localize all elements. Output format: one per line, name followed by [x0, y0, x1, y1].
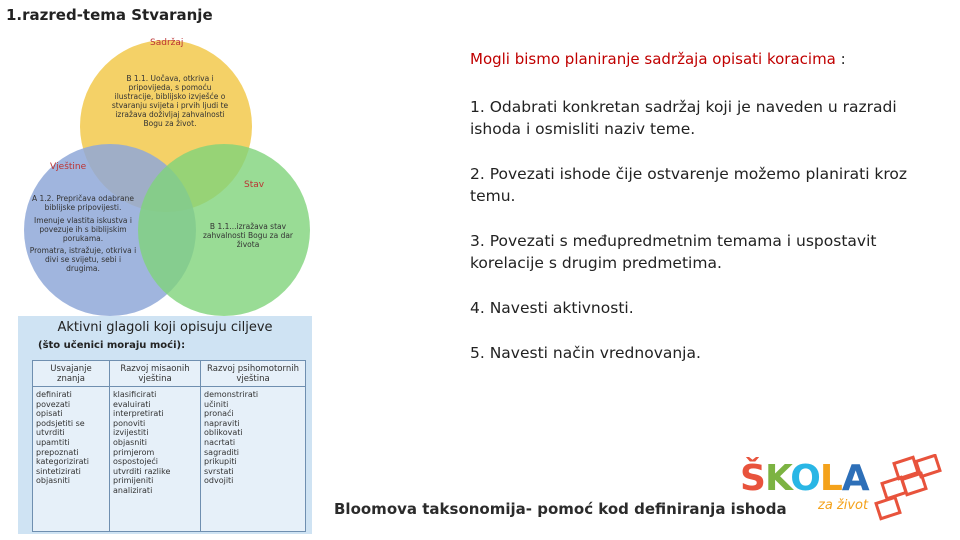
verb-item: svrstati [204, 466, 234, 476]
verb-item: podsjetiti se [36, 418, 85, 428]
verb-item: objasniti [113, 437, 147, 447]
verb-item: opisati [36, 409, 63, 419]
verb-item: definirati [36, 390, 72, 399]
logo-subtitle: za život [818, 498, 869, 513]
verb-item: ponoviti [113, 418, 146, 428]
logo-letter: Š [740, 458, 765, 499]
logo-letter: O [790, 458, 820, 499]
verb-item: evaluirati [113, 399, 151, 409]
venn-label-skills: Vještine [50, 162, 87, 172]
step-item: 1. Odabrati konkretan sadržaj koji je naveden u razradi ishoda i osmisliti naziv teme. [470, 98, 897, 138]
verb-item: prikupiti [204, 457, 237, 467]
verb-item: napraviti [204, 418, 240, 428]
verb-item: upamtiti [36, 437, 70, 447]
step-item: 2. Povezati ishode čije ostvarenje možemo planirati kroz temu. [470, 165, 908, 205]
venn-text-content: B 1.1. Uočava, otkriva i pripovijeda, s pomoću ilustracije, biblijsko izvješće o stvaranju svijeta i prvih ljudi te izražava doživljaj zahvalnosti Bogu za život. [111, 74, 229, 128]
verbs-column-header: Razvoj misaonih vještina [110, 361, 200, 387]
verbs-table [32, 360, 306, 532]
venn-text-attitude: B 1.1...izražava stav zahvalnosti Bogu za dar života [202, 222, 294, 249]
verb-item: prepoznati [36, 447, 79, 457]
steps-heading-text: Mogli bismo planiranje sadržaja opisati koracima [470, 50, 836, 68]
verbs-column [201, 361, 305, 531]
verb-item: ospostojeći [113, 457, 158, 467]
hopscotch-icon [856, 454, 946, 526]
verb-item: primjerom [113, 447, 155, 457]
verbs-column [33, 361, 110, 531]
verb-item: utvrditi razlike [113, 466, 171, 476]
slide-title: 1.razred-tema Stvaranje [6, 6, 213, 24]
verb-item: demonstrirati [204, 390, 259, 399]
logo-letter: L [819, 458, 842, 499]
verbs-column-list [33, 387, 109, 489]
step-item: 3. Povezati s međupredmetnim temama i uspostavit korelacije s drugim predmetima. [470, 232, 877, 272]
venn-label-attitude: Stav [244, 180, 265, 190]
verbs-column-list [110, 387, 200, 499]
step-item: 4. Navesti aktivnosti. [470, 299, 634, 317]
venn-text-skills-1: A 1.2. Prepričava odabrane biblijske pripovijesti. [32, 194, 134, 212]
venn-diagram [14, 34, 314, 324]
venn-label-content: Sadržaj [150, 38, 184, 48]
verb-item: odvojiti [204, 476, 234, 486]
verb-item: analizirati [113, 485, 153, 495]
steps-list [470, 96, 910, 387]
verb-item: izvijestiti [113, 428, 149, 438]
verb-item: sagraditi [204, 447, 239, 457]
verb-item: interpretirati [113, 409, 164, 419]
logo-letter: A [841, 458, 869, 499]
verb-item: utvrditi [36, 428, 65, 438]
verb-item: nacrtati [204, 437, 236, 447]
skola-logo-letters [740, 458, 869, 499]
verb-item: primijeniti [113, 476, 154, 486]
venn-text-skills-3: Promatra, istražuje, otkriva i divi se svijetu, sebi i drugima. [29, 246, 137, 273]
step-item: 5. Navesti način vrednovanja. [470, 344, 701, 362]
verb-item: klasificirati [113, 390, 157, 399]
verb-item: povezati [36, 399, 71, 409]
verb-item: sintetizirati [36, 466, 81, 476]
steps-heading [470, 50, 846, 68]
bloom-caption: Bloomova taksonomija- pomoć kod definiranja ishoda [334, 500, 787, 518]
verb-item: učiniti [204, 399, 229, 409]
verb-item: oblikovati [204, 428, 243, 438]
verbs-title: Aktivni glagoli koji opisuju ciljeve [57, 320, 273, 335]
venn-text-skills-2: Imenuje vlastita iskustva i povezuje ih s biblijskim porukama. [34, 216, 132, 243]
logo-letter: K [764, 458, 791, 499]
verb-item: kategorizirati [36, 457, 89, 467]
verb-item: objasniti [36, 476, 70, 486]
verbs-column-list [201, 387, 305, 489]
verb-item: pronaći [204, 409, 234, 419]
steps-heading-colon: : [840, 50, 846, 68]
verbs-column-header: Usvajanje znanja [33, 361, 109, 387]
verbs-column-header: Razvoj psihomotornih vještina [201, 361, 305, 387]
verbs-subtitle: (što učenici moraju moći): [38, 340, 186, 351]
skola-logo [738, 452, 948, 532]
verbs-panel [18, 316, 312, 534]
verbs-column [110, 361, 201, 531]
